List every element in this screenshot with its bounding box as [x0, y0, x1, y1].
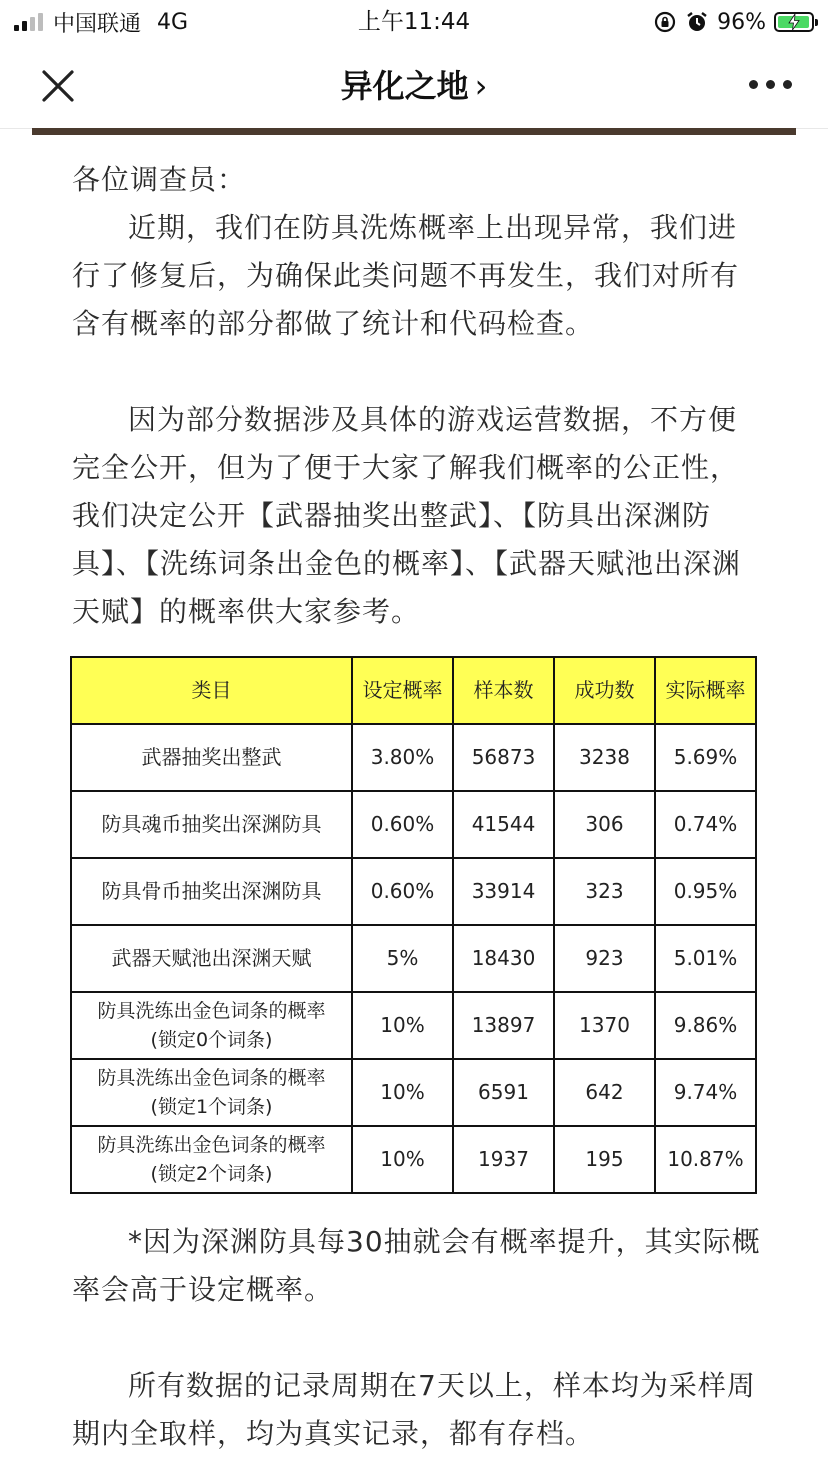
- battery-icon: [774, 12, 814, 32]
- paragraph-2: 因为部分数据涉及具体的游戏运营数据，不方便完全公开，但为了便于大家了解我们概率的公正性，我们决定公开【武器抽奖出整武】、【防具出深渊防具】、【洗练词条出金色的概率】、【武器天赋池出深渊天赋】的概率供大家参考。: [72, 403, 742, 628]
- category-label: 防具魂币抽奖出深渊防具: [101, 812, 322, 836]
- greeting: 各位调查员：: [72, 163, 247, 196]
- table-row: [71, 992, 756, 1059]
- table-header-row: [71, 657, 756, 724]
- category-label: 防具洗练出金色词条的概率: [97, 1133, 326, 1156]
- cell-category: [71, 791, 352, 858]
- page-title-text: 异化之地: [340, 67, 469, 105]
- cell-category: [71, 1126, 352, 1193]
- status-right: [653, 7, 814, 37]
- cell-set-rate: 0.60%: [352, 858, 453, 925]
- cell-actual-rate: 9.74%: [655, 1059, 756, 1126]
- table-body: [71, 724, 756, 1193]
- table-row: [71, 724, 756, 791]
- cell-actual-rate: 0.74%: [655, 791, 756, 858]
- category-label: 武器天赋池出深渊天赋: [111, 946, 312, 970]
- cell-category: [71, 925, 352, 992]
- cell-successes: 1370: [554, 992, 655, 1059]
- category-label: 防具骨币抽奖出深渊防具: [101, 879, 322, 903]
- rotation-lock-icon: [653, 10, 677, 34]
- table-row: [71, 925, 756, 992]
- network-label: 4G: [157, 9, 189, 35]
- cell-actual-rate: 5.01%: [655, 925, 756, 992]
- carrier-label: 中国联通: [53, 11, 142, 37]
- category-sublabel: (锁定2个词条): [150, 1162, 273, 1185]
- header-set-rate: 设定概率: [352, 657, 453, 724]
- cell-category: [71, 992, 352, 1059]
- table-row: [71, 858, 756, 925]
- category-label: 防具洗练出金色词条的概率: [97, 1066, 326, 1089]
- paragraph-3: 所有数据的记录周期在7天以上，样本均为采样周期内全取样，均为真实记录，都有存档。: [72, 1369, 756, 1450]
- cell-set-rate: 0.60%: [352, 791, 453, 858]
- header-samples: 样本数: [453, 657, 554, 724]
- nav-bar: [0, 44, 828, 129]
- cell-successes: 923: [554, 925, 655, 992]
- cell-set-rate: 5%: [352, 925, 453, 992]
- cell-actual-rate: 5.69%: [655, 724, 756, 791]
- header-image-strip: [32, 128, 796, 135]
- cell-actual-rate: 0.95%: [655, 858, 756, 925]
- cell-samples: 33914: [453, 858, 554, 925]
- cell-category: [71, 1059, 352, 1126]
- cell-successes: 195: [554, 1126, 655, 1193]
- cell-successes: 3238: [554, 724, 655, 791]
- header-category: 类目: [71, 657, 352, 724]
- header-actual-rate: 实际概率: [655, 657, 756, 724]
- battery-percent: 96%: [717, 9, 766, 35]
- cell-category: [71, 858, 352, 925]
- cell-set-rate: 10%: [352, 992, 453, 1059]
- category-sublabel: (锁定0个词条): [150, 1028, 273, 1051]
- cell-actual-rate: 9.86%: [655, 992, 756, 1059]
- table-row: [71, 1059, 756, 1126]
- clock: 上午11:44: [357, 9, 471, 35]
- category-label: 武器抽奖出整武: [141, 745, 282, 769]
- status-bar: [0, 0, 828, 44]
- cell-samples: 18430: [453, 925, 554, 992]
- alarm-icon: [685, 10, 709, 34]
- cell-samples: 41544: [453, 791, 554, 858]
- category-label: 防具洗练出金色词条的概率: [97, 999, 326, 1022]
- chevron-right-icon: ›: [474, 67, 488, 105]
- paragraph-1: 近期，我们在防具洗炼概率上出现异常，我们进行了修复后，为确保此类问题不再发生，我们对所有含有概率的部分都做了统计和代码检查。: [72, 211, 740, 340]
- cell-samples: 13897: [453, 992, 554, 1059]
- cell-category: [71, 724, 352, 791]
- more-dots-icon[interactable]: [749, 80, 792, 89]
- cell-set-rate: 3.80%: [352, 724, 453, 791]
- table-row: [71, 791, 756, 858]
- category-sublabel: (锁定1个词条): [150, 1095, 273, 1118]
- cell-set-rate: 10%: [352, 1059, 453, 1126]
- probability-table: [70, 656, 757, 1194]
- page-title[interactable]: [0, 66, 828, 106]
- cell-actual-rate: 10.87%: [655, 1126, 756, 1193]
- cell-set-rate: 10%: [352, 1126, 453, 1193]
- cell-samples: 6591: [453, 1059, 554, 1126]
- table-row: [71, 1126, 756, 1193]
- cell-samples: 56873: [453, 724, 554, 791]
- header-successes: 成功数: [554, 657, 655, 724]
- cell-samples: 1937: [453, 1126, 554, 1193]
- cell-successes: 642: [554, 1059, 655, 1126]
- footnote: *因为深渊防具每30抽就会有概率提升，其实际概率会高于设定概率。: [72, 1225, 761, 1306]
- cell-successes: 306: [554, 791, 655, 858]
- cell-successes: 323: [554, 858, 655, 925]
